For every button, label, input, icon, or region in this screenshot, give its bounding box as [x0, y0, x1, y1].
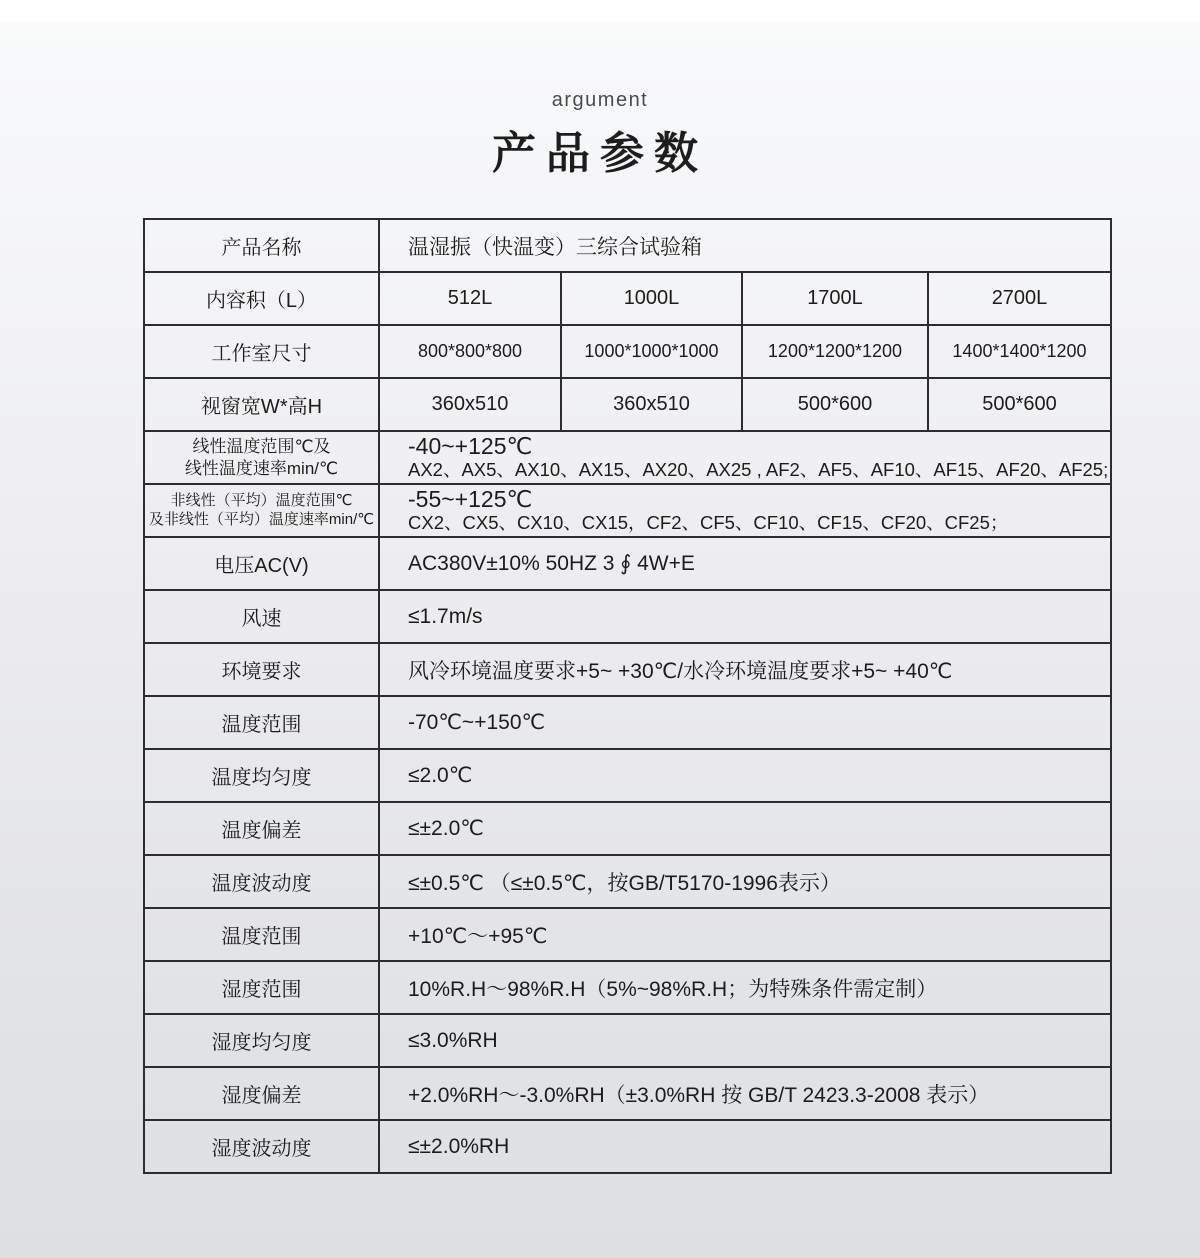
spec-table	[143, 218, 1112, 1174]
row-window-size	[144, 378, 1111, 431]
row-humidity-uniformity	[144, 1014, 1111, 1067]
row-temp-deviation	[144, 802, 1111, 855]
row-product-name	[144, 219, 1111, 272]
row-label: 风速	[144, 590, 379, 643]
row-label: 温度均匀度	[144, 749, 379, 802]
row-temp-fluctuation	[144, 855, 1111, 908]
row-label-line: 非线性（平均）温度范围℃	[170, 491, 353, 509]
row-voltage	[144, 537, 1111, 590]
row-label: 视窗宽W*高H	[144, 378, 379, 431]
row-value: ≤2.0℃	[379, 749, 1111, 802]
row-value	[379, 484, 1111, 537]
row-value-cell: 1700L	[742, 272, 928, 325]
row-label: 产品名称	[144, 219, 379, 272]
row-value: ≤±0.5℃ （≤±0.5℃，按GB/T5170-1996表示）	[379, 855, 1111, 908]
row-value-line: -40~+125℃	[408, 432, 533, 459]
row-value-cell: 500*600	[742, 378, 928, 431]
row-value-line: -55~+125℃	[408, 485, 533, 512]
row-label: 温度波动度	[144, 855, 379, 908]
row-value-cell: 1200*1200*1200	[742, 325, 928, 378]
row-value-cell: 1000*1000*1000	[561, 325, 742, 378]
row-value: 10%R.H～98%R.H（5%~98%R.H；为特殊条件需定制）	[379, 961, 1111, 1014]
row-label: 工作室尺寸	[144, 325, 379, 378]
row-value-cell: 1400*1400*1200	[928, 325, 1111, 378]
row-environment	[144, 643, 1111, 696]
row-value: ≤3.0%RH	[379, 1014, 1111, 1067]
row-humidity-fluctuation	[144, 1120, 1111, 1173]
row-label: 电压AC(V)	[144, 537, 379, 590]
row-value: 风冷环境温度要求+5~ +30℃/水冷环境温度要求+5~ +40℃	[379, 643, 1111, 696]
row-label-line: 及非线性（平均）温度速率min/℃	[148, 510, 375, 528]
row-value-cell: 512L	[379, 272, 561, 325]
row-label-line: 线性温度范围℃及	[192, 437, 331, 457]
row-nonlinear-temp	[144, 484, 1111, 537]
row-value-cell: 360x510	[561, 378, 742, 431]
row-value: ≤±2.0%RH	[379, 1120, 1111, 1173]
row-value	[379, 431, 1111, 484]
row-humid-temp-range	[144, 908, 1111, 961]
row-label: 温度范围	[144, 696, 379, 749]
row-value: AC380V±10% 50HZ 3 ∮ 4W+E	[379, 537, 1111, 590]
page-title: 产品参数	[492, 129, 708, 178]
row-label-line: 线性温度速率min/℃	[184, 458, 339, 478]
row-value-cell: 500*600	[928, 378, 1111, 431]
row-label: 内容积（L）	[144, 272, 379, 325]
row-label	[144, 431, 379, 484]
row-value-line: CX2、CX5、CX10、CX15，CF2、CF5、CF10、CF15、CF20、CF25；	[408, 512, 1009, 534]
row-temp-range	[144, 696, 1111, 749]
row-temp-uniformity	[144, 749, 1111, 802]
row-value-cell: 800*800*800	[379, 325, 561, 378]
row-value-cell: 2700L	[928, 272, 1111, 325]
row-wind-speed	[144, 590, 1111, 643]
row-label: 环境要求	[144, 643, 379, 696]
row-label: 湿度偏差	[144, 1067, 379, 1120]
page-header	[0, 0, 1200, 176]
row-value: ≤1.7m/s	[379, 590, 1111, 643]
row-value: +10℃～+95℃	[379, 908, 1111, 961]
row-linear-temp	[144, 431, 1111, 484]
row-humidity-range	[144, 961, 1111, 1014]
row-label: 湿度均匀度	[144, 1014, 379, 1067]
row-label: 湿度范围	[144, 961, 379, 1014]
header-eyebrow: argument	[551, 89, 649, 111]
row-humidity-deviation	[144, 1067, 1111, 1120]
row-inner-volume	[144, 272, 1111, 325]
row-label: 温度范围	[144, 908, 379, 961]
row-value: -70℃~+150℃	[379, 696, 1111, 749]
row-value-cell: 1000L	[561, 272, 742, 325]
row-label	[144, 484, 379, 537]
row-value-line: AX2、AX5、AX10、AX15、AX20、AX25 , AF2、AF5、AF10、AF15、AF20、AF25;	[408, 459, 1109, 481]
row-value: ≤±2.0℃	[379, 802, 1111, 855]
row-value: 温湿振（快温变）三综合试验箱	[379, 219, 1111, 272]
row-label: 湿度波动度	[144, 1120, 379, 1173]
row-chamber-size	[144, 325, 1111, 378]
row-label: 温度偏差	[144, 802, 379, 855]
row-value-cell: 360x510	[379, 378, 561, 431]
row-value: +2.0%RH～-3.0%RH（±3.0%RH 按 GB/T 2423.3-2008 表示）	[379, 1067, 1111, 1120]
